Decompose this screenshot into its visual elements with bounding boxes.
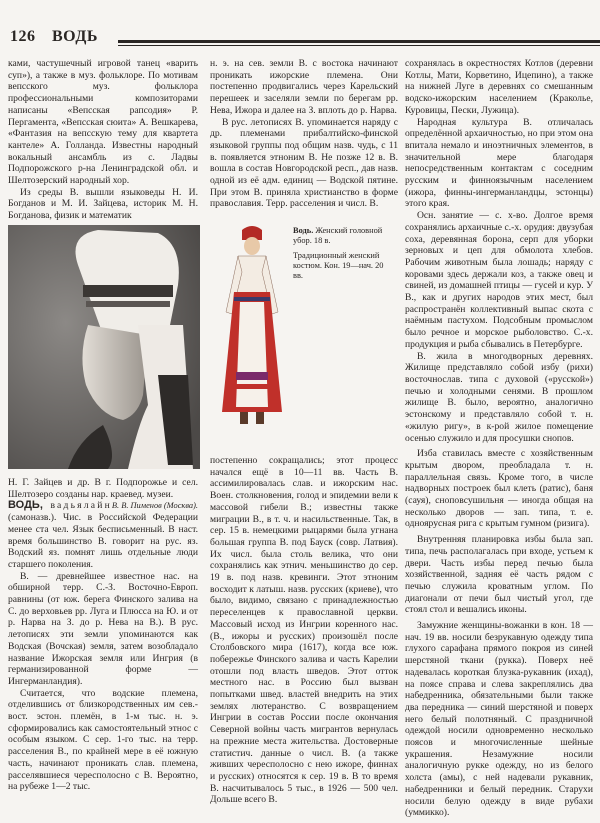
paragraph: ками, частушечный игровой танец «варить суп»), а также в муз. фольклоре. По мотивам вепсского муз. фольклора профессиональными композиторами написаны «Вепсская рапсодия» Р. Пергамента, «Вепсская сюита» А. Вешкарева, «Фантазия на вепсскую тему для квартета кантеле» А. Голланда. Известны народный вокальный ансамбль из с. Ладвы Подпорожского р-на Ленинградской обл. и Шелтозерский народный хор. <box>8 58 198 187</box>
headdress-photo <box>8 225 200 469</box>
page-header <box>10 28 98 46</box>
self-name: вадьялайн <box>50 500 112 512</box>
page-number: 126 <box>10 28 36 45</box>
paragraph: Изба ставилась вместе с хозяйственным крытым двором, преобладала т. н. параллельная связь. Кроме того, в числе надворных построек был клеть (ратис), баня (сауя), сноповсушильня — иногда общая на несколько дворов — зап. типа, т. е. одноярусная рига с крытым гумном (ризига). <box>405 448 593 530</box>
paragraph: Осн. занятие — с. х-во. Долгое время сохранялись архаичные с.-х. орудия: двузубая соха, деревянная борона, серп для уборки зерновых и цеп для обмолота хлебов. Рабочим животным была лошадь; наряду с коровами здесь держали коз, а также овец и свиней, из домашней птицы — гусей и кур. У В., как и других народов этих мест, был распространён коллективный выпас скота с наёмным пастухом. Подсобным промыслом было речное и морское рыболовство. С.-х. продукция и рыба сбывались в Петербурге. <box>405 210 593 350</box>
header-rule-thin <box>118 45 600 46</box>
costume-illustration <box>212 222 292 432</box>
paragraph: Замужние женщины-вожанки в кон. 18 — нач. 19 вв. носили безрукавную одежду типа глухого сарафана прямого покроя из синей шерстяной ткани (рукка). Поверх неё надевалась короткая блузка-рукавник (ихад), на поясе справа и слева закреплялись два набедренника, обязательными были также два передника — синий шерстяной и поверх него белый полотняный. С праздничной одеждой носили одновременно несколько поясов и многочисленные шейные украшения. Незамужние носили аналогичную рукке одежду, но из белого холста (амы), с ней надевали рукавник, набедренники и белый передник. Старухи носили белую одежду в виде рубахи (уммикко). <box>405 620 593 819</box>
paragraph: В рус. летописях В. упоминается наряду с др. племенами прибалтийско-финской языковой группы под общим назв. чудь, с 11 в. появляется этноним В. Не позже 12 в. В. вошла в состав Новгородской респ., дав назв. одной из её адм. единиц — Водской пятине. При этом В. приняла христианство в форме православия. Терр. расселения и числ. В. <box>210 116 398 210</box>
woman-headdress-image <box>8 225 200 469</box>
paragraph: В. жила в многодворных деревнях. Жилище представляло собой избу (рихи) восточнослав. типа с духовой («русской») печью и холодными сенями. В прошлом жилище В. было, вероятно, аналогично эстонскому и представляло собой т. н. «жилую ригу», в к-рой жилое помещение осенью служило и для просушки снопов. <box>405 350 593 444</box>
header-rule <box>118 40 600 43</box>
author-credit: В. В. Пименов (Москва). <box>111 501 198 511</box>
paragraph: Из среды В. вышли языковеды Н. И. Богданов и М. И. Зайцева, историк М. Н. Богданова, физик и математик <box>8 186 198 222</box>
paragraph: постепенно сокращались; этот процесс начался ещё в 10—11 вв. Часть В. ассимилировалась слав. и ижорским нас. Воен. столкновения, голод и эпидемии вели к массовой гибели В.; известны также миграции В., в т. ч. и насильственные. Так, в сер. 15 в. немецкими рыцарями была угнана большая группа В. под Бауск (совр. Латвия). Их числ. была столь велика, что они сохранялись как этнич. меньшинство до сер. 19 в. под назв. кревинги. Этот этноним восходит к латыш. назв. русских (криеве), что было, видимо, связано с принадлежностью переселенцев к православной церкви. Массовый исход из Ингрии коренного нас. (В., ижоры и русских) произошёл после Столбовского мира (1617), когда все юж. побережье Финского залива и часть Карелии отошли под власть шведов. Этот отток местного нас. в Россию был вызван попытками швед. властей внедрить на этих землях лютеранство. С возвращением Ингрии в состав России после окончания Северной войны часть мигрантов вернулась на прежние места жительства. Достоверные статистич. данные о числ. В. (а также живших чересполосно с нею ижоре, финнах и русских) относятся к сер. 19 в. В то время В. насчитывалось 5 тыс., в 1926 — 500 чел. Дольше всего В. <box>210 455 398 806</box>
column-3 <box>405 58 593 819</box>
woman-costume-figure <box>212 222 292 432</box>
entry-text: (самоназв.). Чис. в Российской Федерации менее ста чел. Язык бесписьменный. В наст. время большинство В. говорит на рус. яз. Водский яз. помнят лишь отдельные люди старшего поколения. <box>8 512 198 570</box>
caption-line-2: Традиционный женский костюм. Кон. 19—нач. 20 вв. <box>293 251 384 280</box>
paragraph: Внутренняя планировка избы была зап. типа, печь располагалась при входе, устьем к двери. Часть избы перед печью была хозяйственной, задняя её часть рядом с печью служила кроватным углом. По диагонали от печи был чистый угол, где стоял стол и вешались иконы. <box>405 534 593 616</box>
paragraph: В. — древнейшее известное нас. на обширной терр. С.-З. Восточно-Европ. равнины (от юж. берега Финского залива на С. до верховьев рр. Луга и Плюсса на Ю. и от р. Нарва на З. до р. Нева на В.). В рус. летописях эти земли упоминаются как Водская (Вочская) земля, затем возобладало название Ижорская земля или Ингрия (в германизированной форме — Ингерманландия). <box>8 570 198 687</box>
column-2-bottom <box>210 455 398 806</box>
column-1-bottom <box>8 477 198 793</box>
caption-title: Водь. <box>293 226 314 235</box>
figure-caption <box>293 226 393 286</box>
entry-headword: ВОДЬ, <box>8 499 43 512</box>
running-title: ВОДЬ <box>52 28 98 45</box>
caption-line-1: Женский головной убор. 18 в. <box>293 226 383 245</box>
paragraph: н. э. на сев. земли В. с востока начинают проникать ижорские племена. Они постепенно продвигались через Карельский перешеек и заселяли земли по берегам рр. Нева, Ижора и далее на З. вплоть до р. Нарва. <box>210 58 398 116</box>
paragraph: Народная культура В. отличалась определённой архаичностью, но при этом она впитала немало и иноэтничных элементов, в значительной мере благодаря непосредственным контактам с соседним русским и финноязычным населением (ижора, финны-ингерманландцы, эстонцы) этого края. <box>405 116 593 210</box>
column-1-top <box>8 58 198 222</box>
paragraph: Считается, что водские племена, отделившись от близкородственных им сев.-вост. эстон. племён, в 1-м тыс. н. э. сформировались как самостоятельный этнос с особым языком. С сер. 1-го тыс. на терр. расселения В., по крайней мере в её южную часть, начинают проникать слав. племена, расселявшиеся чересполосно с В. Вероятно, на рубеже 1—2 тыс. <box>8 687 198 793</box>
column-2-top <box>210 58 398 210</box>
continuation-text: Н. Г. Зайцев и др. В г. Подпорожье и сел. Шелтозеро созданы нар. краевед. музеи. <box>8 477 198 500</box>
paragraph: сохранялась в окрестностях Котлов (деревни Котлы, Мати, Корветино, Ицепино), а также на нижней Луге в деревнях со смешанным водско-ижорским населением (Краколье, Куровицы, Пески, Лужица). <box>405 58 593 116</box>
